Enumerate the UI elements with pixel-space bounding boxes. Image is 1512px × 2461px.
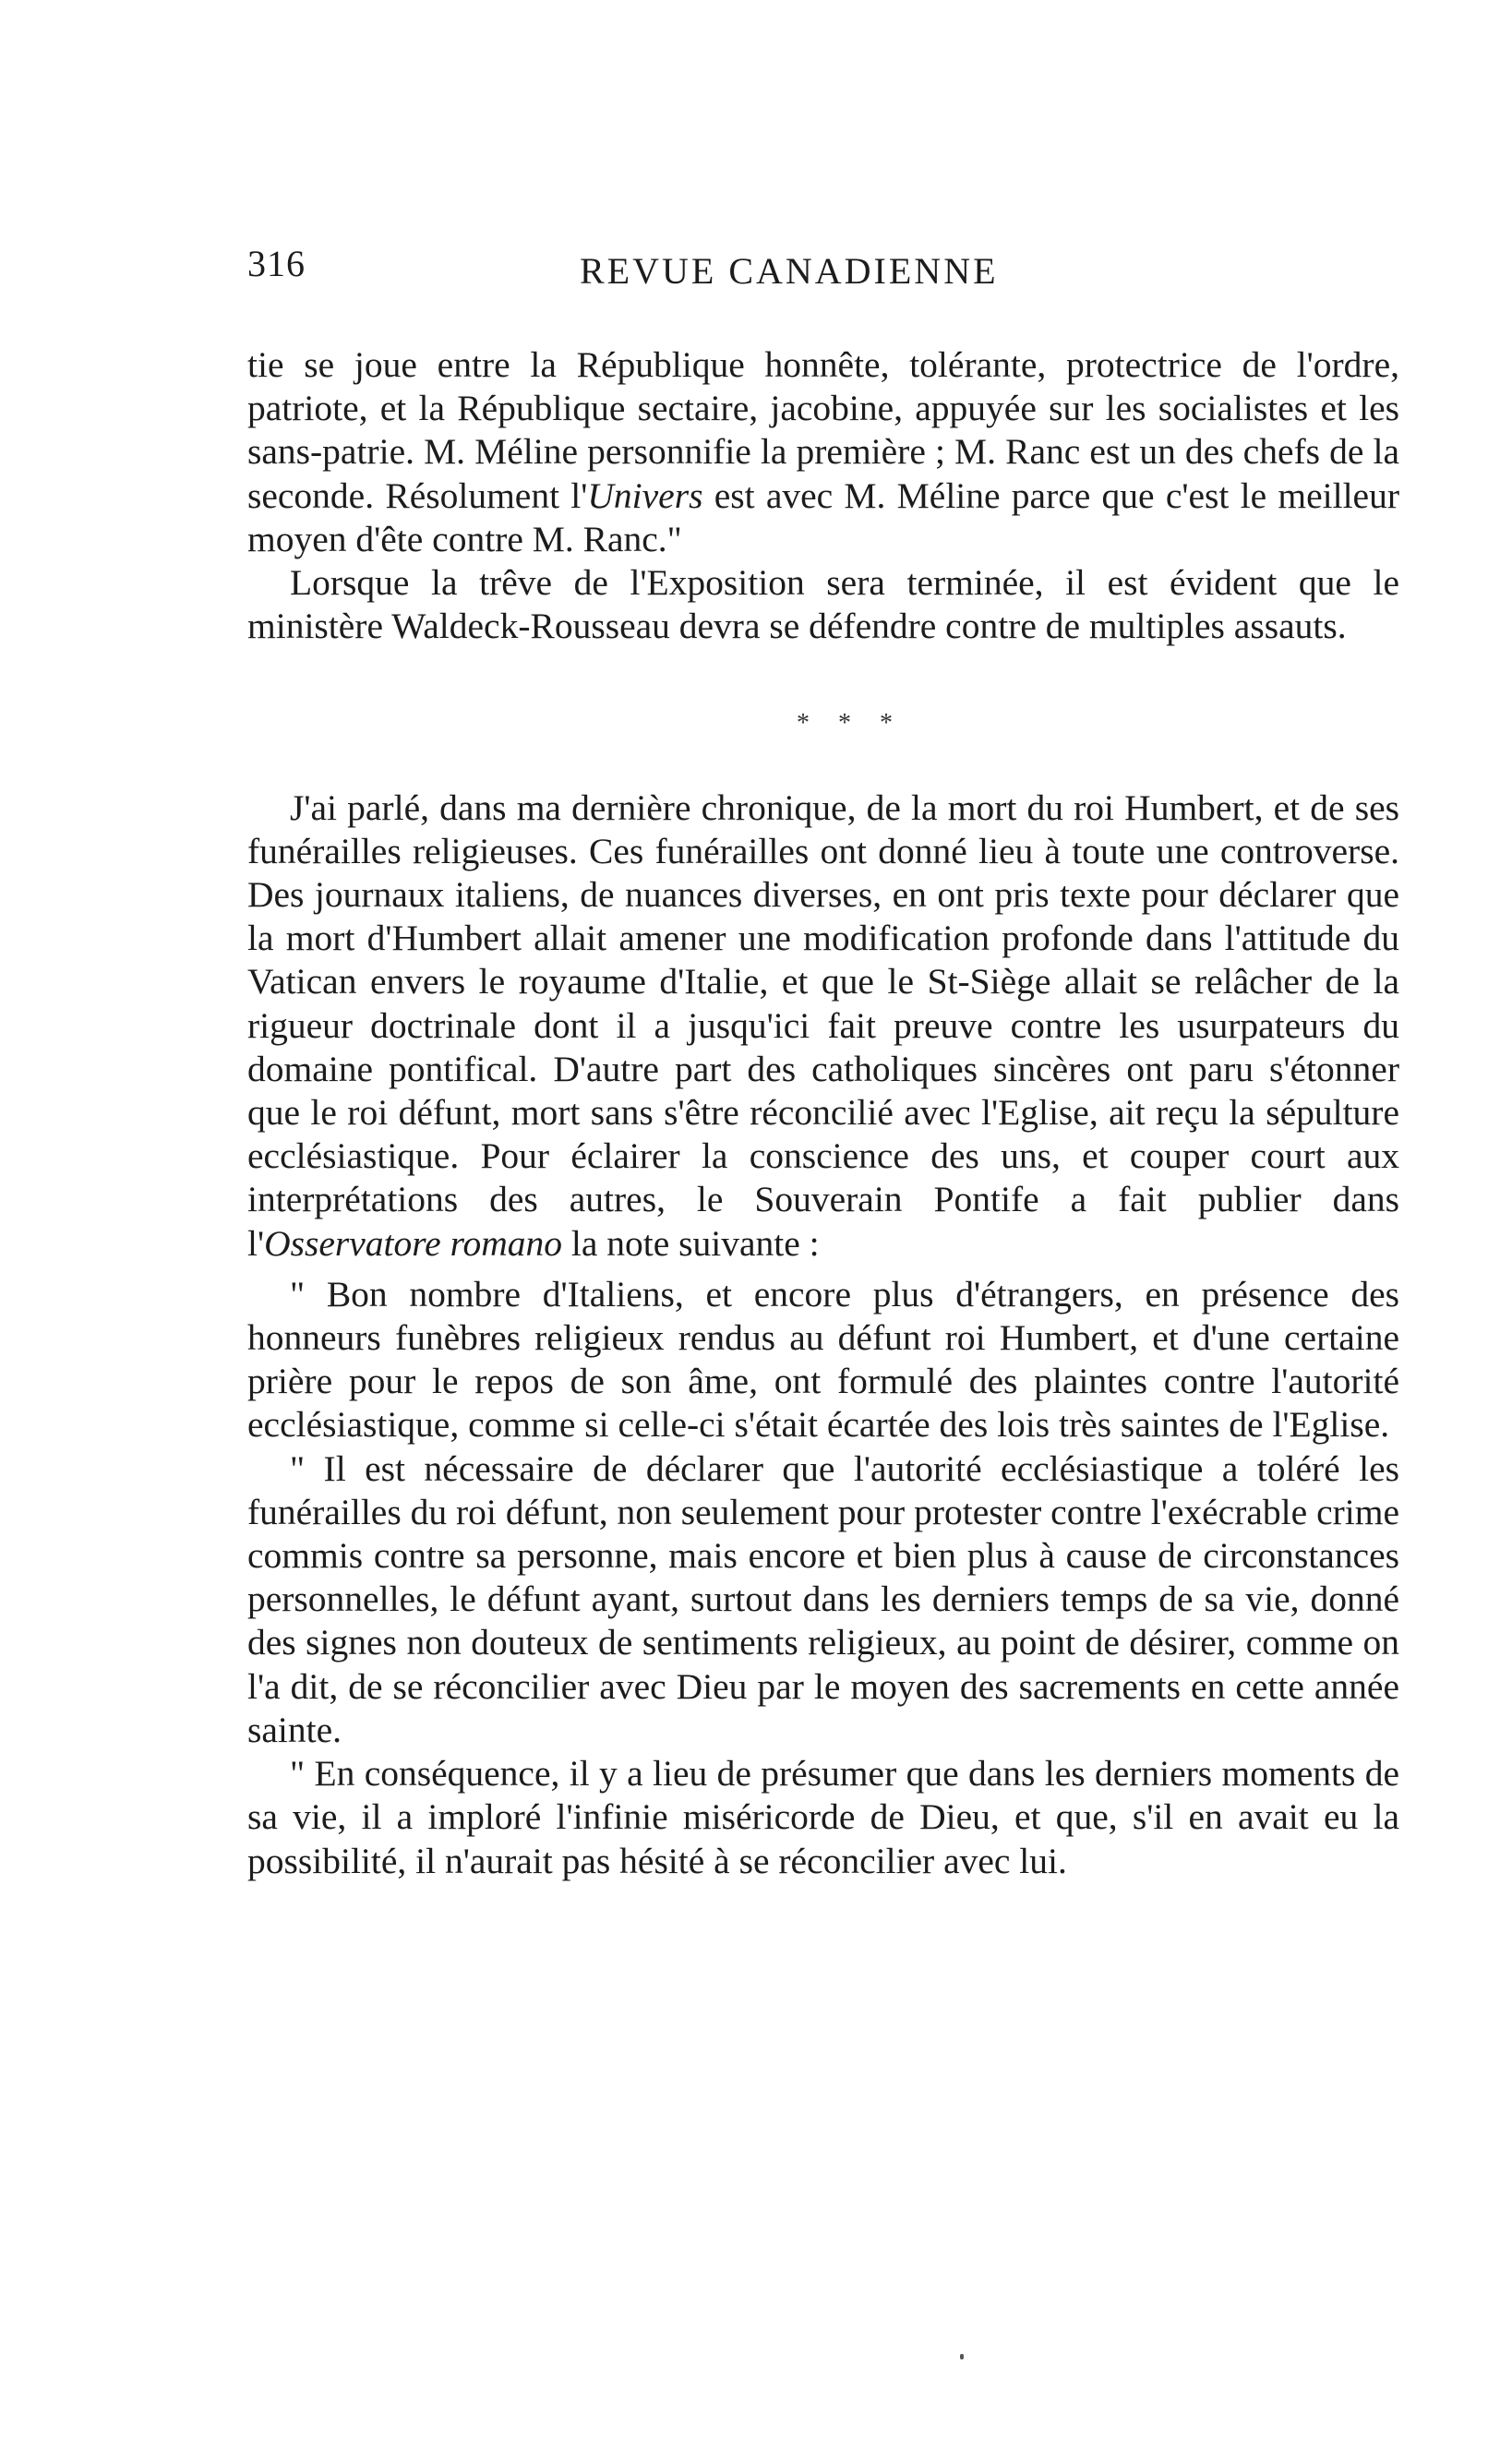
running-head	[247, 242, 1401, 297]
quote-paragraph-2: " Il est nécessaire de déclarer que l'autorité ecclésiastique a toléré les funérailles du roi défunt, non seulement pour protester contre l'exécrable crime commis contre sa personne, mais encore et bien plus à cause de circonstances personnelles, le défunt ayant, surtout dans les derniers temps de sa vie, donné des signes non douteux de sentiments religieux, au point de désirer, comme on l'a dit, de se réconcilier avec Dieu par le moyen des sacrements en cette année sainte.	[247, 1447, 1399, 1750]
quote-paragraph-3: " En conséquence, il y a lieu de présumer que dans les derniers moments de sa vie, il a imploré l'infinie miséricorde de Dieu, et que, s'il en avait eu la possibilité, il n'aurait pas hésité à se réconcilier avec lui.	[247, 1753, 1399, 1881]
paragraph-text: la note suivante :	[562, 1222, 820, 1264]
journal-title: REVUE CANADIENNE	[580, 250, 999, 292]
body-text	[247, 343, 1399, 1883]
section-separator: * * *	[797, 709, 904, 738]
printing-speck	[960, 2354, 964, 2359]
paragraph-continuation	[247, 343, 1399, 561]
paragraph-exposition: Lorsque la trêve de l'Exposition sera terminée, il est évident que le ministère Waldeck-Rousseau devra se défendre contre de multiples assauts.	[247, 562, 1399, 647]
paragraph-text: tie se joue entre la République honnête, tolérante, protectrice de l'ordre, patriote, et la République sectaire, jacobine, appuyée sur les socialistes et les sans-patrie. M. Méline personnifie la première ; M. Ranc est un des chefs de la seconde. Résolument l'	[247, 344, 1399, 516]
italic-title-univers: Univers	[587, 474, 703, 516]
paragraph-text: est avec M. Méline parce que c'est le meilleur moyen d'ête contre M. Ranc."	[247, 474, 1399, 559]
paragraph-text: J'ai parlé, dans ma dernière chronique, de la mort du roi Humbert, et de ses funérailles religieuses. Ces funérailles ont donné lieu à toute une controverse. Des journaux italiens, de nuances diverses, en ont pris texte pour déclarer que la mort d'Humbert allait amener une modification profonde dans l'attitude du Vatican envers le royaume d'Italie, et que le St-Siège allait se relâcher de la rigueur doctrinale dont il a jusqu'ici fait preuve contre les usurpateurs du domaine pontifical. D'autre part des catholiques sincères ont paru s'étonner que le roi défunt, mort sans s'être réconcilié avec l'Eglise, ait reçu la sépulture ecclésiastique. Pour éclairer la conscience des uns, et couper court aux interprétations des autres, le Souverain Pontife a fait publier dans l'	[247, 786, 1399, 1264]
quote-paragraph-1: " Bon nombre d'Italiens, et encore plus d'étrangers, en présence des honneurs funèbres religieux rendus au défunt roi Humbert, et d'une certaine prière pour le repos de son âme, ont formulé des plaintes contre l'autorité ecclésiastique, comme si celle-ci s'était écartée des lois très saintes de l'Eglise.	[247, 1273, 1399, 1446]
italic-title-osservatore: Osservatore romano	[264, 1222, 563, 1264]
page-number: 316	[247, 243, 306, 284]
paragraph-humbert	[247, 786, 1399, 1266]
